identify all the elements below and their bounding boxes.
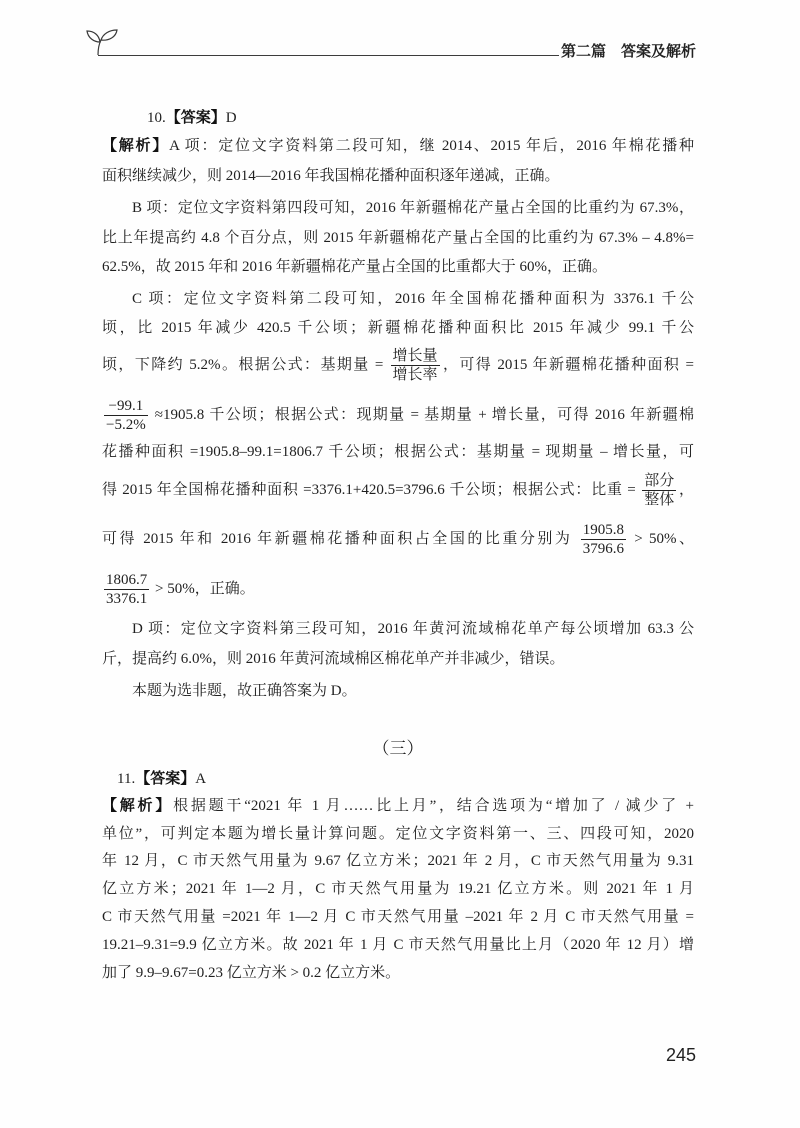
question-number: 11. bbox=[117, 771, 136, 787]
option-c-line bbox=[132, 284, 694, 314]
answer-label: 【答案】 bbox=[135, 770, 196, 787]
option-c-line bbox=[102, 572, 694, 608]
line-text: C 项：定位文字资料第二段可知，2016 年全国棉花播种面积为 3376.1 千公 bbox=[132, 291, 694, 307]
analysis-line bbox=[102, 791, 694, 821]
option-c-line bbox=[102, 437, 694, 467]
line-text: C 市天然气用量 =2021 年 1—2 月 C 市天然气用量 –2021 年 2 月 C 市天然气用量 = bbox=[102, 909, 694, 925]
option-c-line bbox=[102, 348, 694, 384]
analysis-line bbox=[102, 902, 694, 932]
line-text: 得 2015 年全国棉花播种面积 =3376.1+420.5=3796.6 千公顷；根据公式：比重 = bbox=[102, 482, 641, 498]
fraction-denominator: −5.2% bbox=[106, 417, 146, 434]
line-text: D 项：定位文字资料第三段可知，2016 年黄河流域棉花单产每公顷增加 63.3 公 bbox=[132, 621, 694, 637]
line-text: ≈1905.8 千公顷；根据公式：现期量 = 基期量 + 增长量，可得 2016 年新疆棉 bbox=[149, 407, 694, 423]
line-text: ， bbox=[678, 482, 694, 498]
line-text: 单位”，可判定本题为增长量计算问题。定位文字资料第一、三、四段可知，2020 bbox=[102, 826, 694, 842]
line-text: 可得 2015 年和 2016 年新疆棉花播种面积占全国的比重分别为 bbox=[102, 531, 579, 547]
fraction bbox=[104, 397, 148, 434]
option-c-line bbox=[102, 313, 694, 343]
conclusion-line bbox=[132, 676, 694, 706]
fraction-numerator: 部分 bbox=[644, 473, 675, 490]
line-text: 62.5%，故 2015 年和 2016 年新疆棉花产量占全国的比重都大于 60%，正确。 bbox=[102, 259, 607, 275]
analysis-line bbox=[102, 846, 694, 876]
sprout-icon bbox=[82, 27, 122, 57]
option-b-line bbox=[132, 193, 694, 223]
analysis-label: 【解析】 bbox=[102, 797, 174, 814]
fraction-denominator: 3796.6 bbox=[582, 541, 624, 558]
fraction-numerator: 1806.7 bbox=[106, 572, 148, 589]
answer-line bbox=[147, 103, 237, 133]
line-text: B 项：定位文字资料第四段可知，2016 年新疆棉花产量占全国的比重约为 67.3%， bbox=[132, 200, 694, 216]
option-a-line bbox=[102, 131, 694, 161]
fraction-denominator: 整体 bbox=[644, 492, 675, 509]
question-number: 10. bbox=[147, 110, 166, 126]
answer-value: D bbox=[225, 110, 237, 126]
analysis-line bbox=[102, 819, 694, 849]
line-text: 比上年提高约 4.8 个百分点，则 2015 年新疆棉花产量占全国的比重约为 67.3% – 4.8%= bbox=[102, 230, 694, 246]
line-text: 顷，比 2015 年减少 420.5 千公顷；新疆棉花播种面积比 2015 年减少 99.1 千公 bbox=[102, 320, 694, 336]
fraction-numerator: 增长量 bbox=[392, 348, 438, 365]
fraction-numerator: 1905.8 bbox=[582, 522, 624, 539]
fraction-numerator: −99.1 bbox=[104, 397, 148, 416]
section-heading: （三） bbox=[372, 739, 424, 758]
line-text: 19.21–9.31=9.9 亿立方米。故 2021 年 1 月 C 市天然气用量比上月（2020 年 12 月）增 bbox=[102, 937, 694, 953]
line-text: 面积继续减少，则 2014—2016 年我国棉花播种面积逐年递减，正确。 bbox=[102, 168, 560, 184]
fraction-denominator: 增长率 bbox=[392, 367, 438, 384]
fraction bbox=[581, 521, 626, 558]
line-text: 根据题干“2021 年 1 月……比上月”，结合选项为“增加了 / 减少了 + bbox=[173, 798, 694, 814]
line-text: ，可得 2015 年新疆棉花播种面积 = bbox=[441, 357, 694, 373]
fraction bbox=[104, 571, 149, 608]
option-b-line bbox=[102, 252, 694, 282]
option-d-line bbox=[102, 644, 694, 674]
option-b-line bbox=[102, 223, 694, 253]
answer-label: 【答案】 bbox=[165, 109, 226, 126]
line-text: 加了 9.9–9.67=0.23 亿立方米 > 0.2 亿立方米。 bbox=[102, 965, 401, 981]
analysis-label: 【解析】 bbox=[102, 137, 170, 154]
analysis-line bbox=[102, 930, 694, 960]
line-text: > 50%、 bbox=[627, 531, 694, 547]
answer-line bbox=[117, 764, 206, 794]
page-number: 245 bbox=[665, 1045, 696, 1065]
analysis-line bbox=[102, 958, 694, 988]
option-c-line bbox=[102, 473, 694, 509]
answer-value: A bbox=[195, 771, 207, 787]
line-text: 花播种面积 =1905.8–99.1=1806.7 千公顷；根据公式：基期量 = 现期量 – 增长量，可 bbox=[102, 444, 694, 460]
option-c-line bbox=[102, 522, 694, 558]
line-text: 顷，下降约 5.2%。根据公式：基期量 = bbox=[102, 357, 389, 373]
line-text: 年 12 月，C 市天然气用量为 9.67 亿立方米；2021 年 2 月，C 市天然气用量为 9.31 bbox=[102, 853, 694, 869]
line-text: 亿立方米；2021 年 1—2 月，C 市天然气用量为 19.21 亿立方米。则 2021 年 1 月 bbox=[102, 881, 694, 897]
option-d-line bbox=[132, 614, 694, 644]
line-text: 本题为选非题，故正确答案为 D。 bbox=[132, 683, 357, 699]
option-a-line bbox=[102, 161, 694, 191]
option-c-line bbox=[102, 398, 694, 434]
line-text: 斤，提高约 6.0%，则 2016 年黄河流域棉区棉花单产并非减少，错误。 bbox=[102, 651, 565, 667]
fraction bbox=[642, 472, 676, 509]
fraction-denominator: 3376.1 bbox=[106, 591, 148, 608]
line-text: A 项：定位文字资料第二段可知，继 2014、2015 年后，2016 年棉花播种 bbox=[169, 138, 694, 154]
line-text: > 50%，正确。 bbox=[151, 581, 255, 597]
fraction bbox=[391, 347, 440, 384]
header-title: 第二篇 答案及解析 bbox=[561, 43, 697, 60]
header-rule bbox=[98, 55, 559, 56]
analysis-line bbox=[102, 874, 694, 904]
